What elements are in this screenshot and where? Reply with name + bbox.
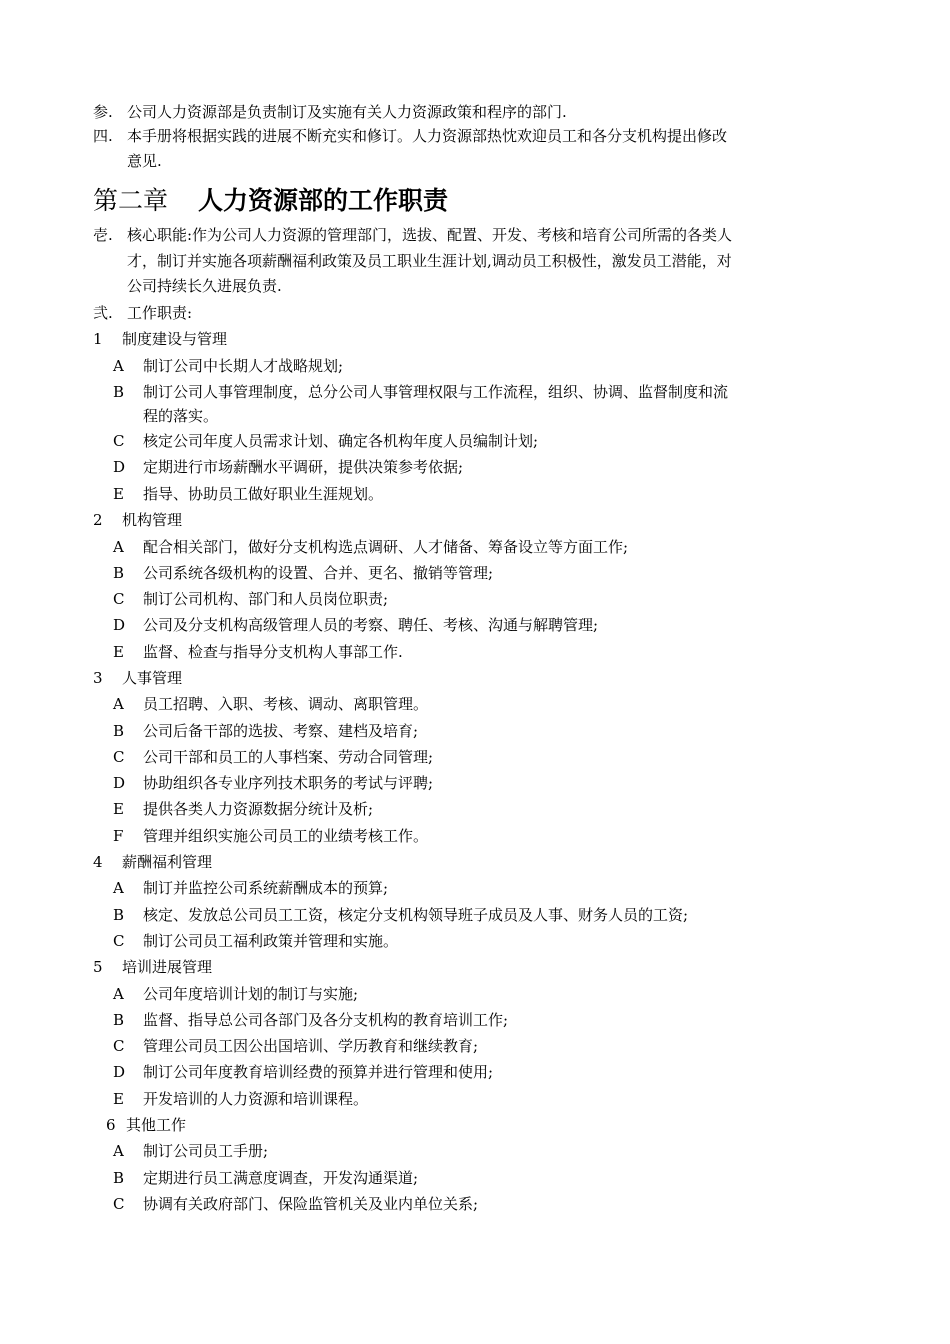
item-text: 协调有关政府部门、保险监管机关及业内单位关系; [143, 1195, 479, 1213]
item-letter: C [113, 748, 125, 766]
item-text: 核定、发放总公司员工工资，核定分支机构领导班子成员及人事、财务人员的工资; [143, 906, 689, 924]
item-letter: B [113, 564, 125, 582]
item-text: 配合相关部门，做好分支机构选点调研、人才储备、筹备设立等方面工作; [143, 538, 629, 556]
section-number: 1 [93, 330, 103, 348]
chapter-heading [93, 183, 448, 219]
paragraph-line: 公司持续长久进展负责. [127, 277, 282, 295]
list-marker: 弐. [93, 304, 113, 322]
duties-label: 工作职责: [127, 304, 193, 322]
chapter-title: 人力资源部的工作职责 [198, 186, 449, 215]
item-letter: B [113, 1011, 125, 1029]
item-letter: C [113, 932, 125, 950]
item-text: 制订公司人事管理制度，总分公司人事管理权限与工作流程，组织、协调、监督制度和流 [143, 383, 729, 401]
item-text-continued: 程的落实。 [143, 407, 219, 425]
item-letter: C [113, 432, 125, 450]
item-text: 管理并组织实施公司员工的业绩考核工作。 [143, 827, 429, 845]
item-letter: B [113, 383, 125, 401]
item-text: 监督、指导总公司各部门及各分支机构的教育培训工作; [143, 1011, 509, 1029]
item-text: 制订公司员工福利政策并管理和实施。 [143, 932, 399, 950]
item-text: 公司年度培训计划的制订与实施; [143, 985, 359, 1003]
paragraph-line: 本手册将根据实践的进展不断充实和修订。人力资源部热忱欢迎员工和各分支机构提出修改 [127, 127, 728, 145]
item-letter: D [113, 1063, 126, 1081]
item-letter: A [113, 357, 124, 375]
item-letter: E [113, 485, 124, 503]
item-text: 管理公司员工因公出国培训、学历教育和继续教育; [143, 1037, 479, 1055]
item-text: 协助组织各专业序列技术职务的考试与评聘; [143, 774, 434, 792]
section-title: 人事管理 [122, 669, 183, 687]
item-letter: D [113, 458, 126, 476]
section-title: 培训进展管理 [122, 958, 213, 976]
section-title: 制度建设与管理 [122, 330, 228, 348]
section-title: 机构管理 [122, 511, 183, 529]
item-text: 核定公司年度人员需求计划、确定各机构年度人员编制计划; [143, 432, 539, 450]
section-title: 其他工作 [126, 1116, 187, 1134]
list-marker: 参. [93, 103, 113, 121]
item-text: 定期进行市场薪酬水平调研，提供决策参考依据; [143, 458, 464, 476]
item-text: 制订并监控公司系统薪酬成本的预算; [143, 879, 389, 897]
item-letter: C [113, 1195, 125, 1213]
section-number: 5 [93, 958, 103, 976]
item-letter: B [113, 722, 125, 740]
item-letter: D [113, 774, 126, 792]
list-marker: 壱. [93, 226, 113, 244]
item-text: 公司后备干部的选拔、考察、建档及培育; [143, 722, 419, 740]
list-marker: 四. [93, 127, 113, 145]
item-text: 定期进行员工满意度调查，开发沟通渠道; [143, 1169, 419, 1187]
item-letter: C [113, 590, 125, 608]
paragraph-line: 才，制订并实施各项薪酬福利政策及员工职业生涯计划,调动员工积极性，激发员工潜能，对 [127, 252, 732, 270]
item-letter: A [113, 695, 124, 713]
item-letter: E [113, 1090, 124, 1108]
item-letter: A [113, 1142, 124, 1160]
section-number: 4 [93, 853, 103, 871]
item-text: 公司及分支机构高级管理人员的考察、聘任、考核、沟通与解聘管理; [143, 616, 599, 634]
item-text: 制订公司中长期人才战略规划; [143, 357, 344, 375]
item-text: 监督、检查与指导分支机构人事部工作. [143, 643, 403, 661]
paragraph-line: 公司人力资源部是负责制订及实施有关人力资源政策和程序的部门. [127, 103, 567, 121]
item-text: 开发培训的人力资源和培训课程。 [143, 1090, 369, 1108]
item-text: 制订公司机构、部门和人员岗位职责; [143, 590, 389, 608]
item-letter: C [113, 1037, 125, 1055]
paragraph-line: 意见. [127, 152, 162, 170]
item-text: 公司干部和员工的人事档案、劳动合同管理; [143, 748, 434, 766]
item-letter: A [113, 985, 124, 1003]
item-letter: E [113, 800, 124, 818]
item-letter: B [113, 1169, 125, 1187]
item-letter: B [113, 906, 125, 924]
chapter-number: 第二章 [93, 186, 169, 215]
item-letter: E [113, 643, 124, 661]
section-number: 6 [106, 1116, 116, 1134]
item-text: 指导、协助员工做好职业生涯规划。 [143, 485, 384, 503]
item-text: 制订公司年度教育培训经费的预算并进行管理和使用; [143, 1063, 494, 1081]
item-letter: D [113, 616, 126, 634]
item-letter: A [113, 879, 124, 897]
paragraph-line: 核心职能:作为公司人力资源的管理部门，选拔、配置、开发、考核和培育公司所需的各类人 [127, 226, 733, 244]
item-letter: A [113, 538, 124, 556]
item-text: 员工招聘、入职、考核、调动、离职管理。 [143, 695, 429, 713]
item-text: 公司系统各级机构的设置、合并、更名、撤销等管理; [143, 564, 494, 582]
item-text: 制订公司员工手册; [143, 1142, 269, 1160]
section-number: 3 [93, 669, 103, 687]
section-title: 薪酬福利管理 [122, 853, 213, 871]
item-text: 提供各类人力资源数据分统计及析; [143, 800, 374, 818]
item-letter: F [113, 827, 124, 845]
section-number: 2 [93, 511, 103, 529]
